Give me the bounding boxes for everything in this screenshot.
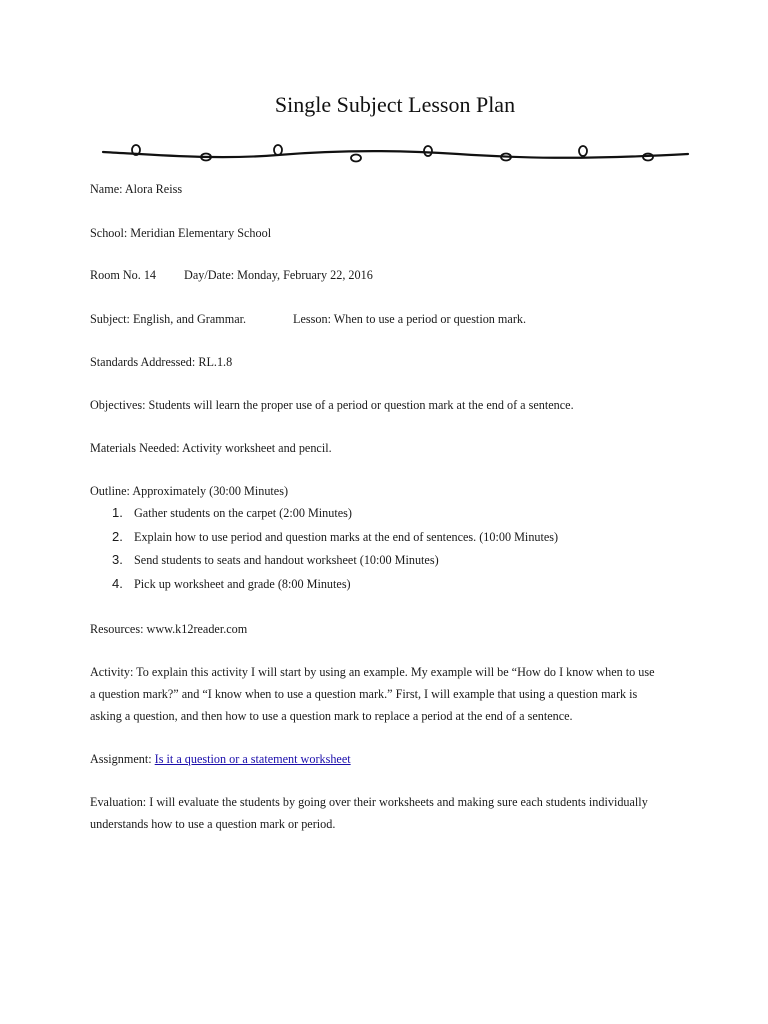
evaluation-line: understands how to use a question mark or period. [90, 817, 336, 831]
room-date-row [90, 267, 373, 283]
school-field: School: Meridian Elementary School [90, 226, 272, 240]
activity-line: a question mark?” and “I know when to use a question mark.” First, I will example that using a question mark is [90, 687, 638, 701]
outline-list [112, 505, 558, 599]
decorative-divider [98, 140, 698, 170]
assignment-row [90, 751, 351, 767]
assignment-worksheet-link[interactable]: Is it a question or a statement worksheet [154, 752, 351, 766]
objectives-field: Objectives: Students will learn the proper use of a period or question mark at the end of a sentence. [90, 398, 574, 412]
assignment-label: Assignment: [90, 752, 152, 766]
subject-lesson-row [90, 311, 526, 327]
materials-field: Materials Needed: Activity worksheet and pencil. [90, 441, 332, 455]
outline-heading: Outline: Approximately (30:00 Minutes) [90, 484, 289, 498]
name-field: Name: Alora Reiss [90, 182, 183, 196]
activity-line: asking a question, and then how to use a question mark to replace a period at the end of a sentence. [90, 709, 573, 723]
day-date-field: Day/Date: Monday, February 22, 2016 [184, 268, 373, 282]
page-title: Single Subject Lesson Plan [274, 92, 516, 117]
activity-line: Activity: To explain this activity I will start by using an example. My example will be “How do I know when to use [90, 665, 655, 679]
list-item: 1. Gather students on the carpet (2:00 Minutes) [112, 505, 352, 520]
standards-field: Standards Addressed: RL.1.8 [90, 355, 233, 369]
subject-field: Subject: English, and Grammar. [90, 312, 247, 326]
resources-field: Resources: www.k12reader.com [90, 622, 248, 636]
room-field: Room No. 14 [90, 268, 157, 282]
list-item: 4. Pick up worksheet and grade (8:00 Minutes) [112, 575, 351, 591]
list-item: 2. Explain how to use period and question marks at the end of sentences. (10:00 Minutes) [112, 528, 559, 544]
list-item: 3. Send students to seats and handout worksheet (10:00 Minutes) [112, 552, 439, 567]
evaluation-line: Evaluation: I will evaluate the students by going over their worksheets and making sure each students individually [90, 795, 648, 809]
lesson-field: Lesson: When to use a period or question mark. [293, 312, 527, 326]
